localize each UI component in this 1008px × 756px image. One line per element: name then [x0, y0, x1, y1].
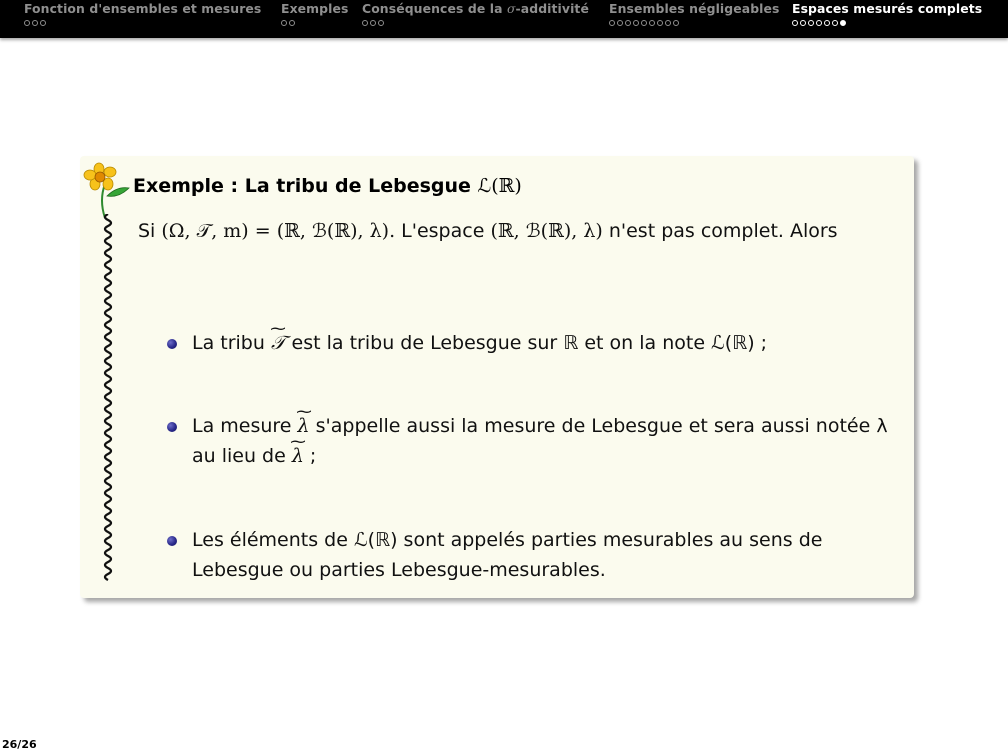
item-text: La tribu	[192, 332, 271, 354]
nav-section-negligeables[interactable]	[609, 1, 780, 28]
nav-section-exemples[interactable]	[281, 1, 348, 28]
item-text: La mesure	[192, 415, 298, 437]
nav-section-title[interactable]: Espaces mesurés complets	[792, 1, 983, 16]
nav-slide-dot[interactable]	[40, 20, 46, 26]
item-text: ;	[303, 445, 317, 467]
nav-slide-dot[interactable]	[24, 20, 30, 26]
nav-slide-dot[interactable]	[289, 20, 295, 26]
nav-slide-dot[interactable]	[657, 20, 663, 26]
bullet-ball-icon	[167, 422, 177, 432]
sigma-symbol: σ	[506, 1, 516, 16]
nav-slide-dot[interactable]	[824, 20, 830, 26]
list-item-text	[192, 328, 903, 358]
navigation-bar	[0, 0, 1008, 38]
nav-slide-dot[interactable]	[816, 20, 822, 26]
nav-slide-dot[interactable]	[370, 20, 376, 26]
intro-space: (ℝ, ℬ(ℝ), λ)	[490, 220, 603, 242]
nav-slide-dot[interactable]	[792, 20, 798, 26]
nav-dots	[24, 18, 261, 28]
nav-slide-dot[interactable]	[625, 20, 631, 26]
bullet-ball-icon	[167, 536, 177, 546]
intro-si: Si	[138, 220, 162, 242]
nav-slide-dot[interactable]	[832, 20, 838, 26]
decorative-wave-border	[100, 214, 116, 584]
list-item	[163, 328, 903, 358]
nav-slide-dot[interactable]	[32, 20, 38, 26]
nav-section-fonction[interactable]	[24, 1, 261, 28]
nav-section-title[interactable]: Ensembles négligeables	[609, 1, 780, 16]
list-item	[163, 525, 903, 585]
flower-icon	[83, 162, 133, 220]
nav-slide-dot[interactable]	[378, 20, 384, 26]
nav-section-title[interactable]: Fonction d'ensembles et mesures	[24, 1, 262, 16]
nav-title-part: -additivité	[515, 1, 589, 16]
nav-slide-dot[interactable]	[673, 20, 679, 26]
item-text: s'appelle aussi la mesure de Lebesgue et sera aussi notée λ au lieu de	[192, 415, 888, 467]
block-title-label: Exemple : La tribu de Lebesgue	[133, 175, 478, 197]
nav-dots	[609, 18, 780, 28]
nav-section-complets[interactable]	[792, 1, 982, 28]
nav-title-part: Conséquences de la	[362, 1, 507, 16]
nav-slide-dot[interactable]	[362, 20, 368, 26]
nav-slide-dot[interactable]	[281, 20, 287, 26]
nav-section-title[interactable]	[362, 1, 589, 16]
nav-dots	[281, 18, 348, 28]
tribu-symbol: ~ 𝒯	[271, 328, 286, 358]
nav-slide-dot[interactable]	[641, 20, 647, 26]
bullet-ball-icon	[167, 339, 177, 349]
frame-number: 26/26	[2, 738, 37, 751]
nav-slide-dot[interactable]	[649, 20, 655, 26]
intro-text-1: L'espace	[395, 220, 491, 242]
nav-slide-dot[interactable]	[808, 20, 814, 26]
nav-dots	[792, 18, 982, 28]
list-item-text: Les éléments de ℒ(ℝ) sont appelés parties mesurables au sens de Lebesgue ou parties Lebesgue-mesurables.	[192, 529, 823, 581]
nav-slide-dot[interactable]	[617, 20, 623, 26]
nav-slide-dot[interactable]	[665, 20, 671, 26]
block-title-math: ℒ(ℝ)	[477, 175, 522, 197]
block-intro-text	[138, 216, 903, 246]
nav-slide-dot[interactable]	[840, 20, 846, 26]
lambda-tilde-symbol: ~ λ	[292, 441, 304, 471]
nav-slide-dot[interactable]	[609, 20, 615, 26]
nav-section-consequences[interactable]	[362, 1, 589, 28]
nav-slide-dot[interactable]	[800, 20, 806, 26]
nav-section-title[interactable]: Exemples	[281, 1, 349, 16]
list-item	[163, 411, 903, 471]
item-text: est la tribu de Lebesgue sur ℝ et on la note ℒ(ℝ) ;	[285, 332, 768, 354]
nav-dots	[362, 18, 589, 28]
list-item-text	[192, 411, 903, 471]
lambda-tilde-symbol: ~ λ	[298, 411, 310, 441]
nav-slide-dot[interactable]	[633, 20, 639, 26]
intro-triple: (Ω, 𝒯, m) = (ℝ, ℬ(ℝ), λ).	[161, 220, 396, 242]
block-title	[133, 175, 522, 197]
intro-text-2: n'est pas complet. Alors	[602, 220, 838, 242]
